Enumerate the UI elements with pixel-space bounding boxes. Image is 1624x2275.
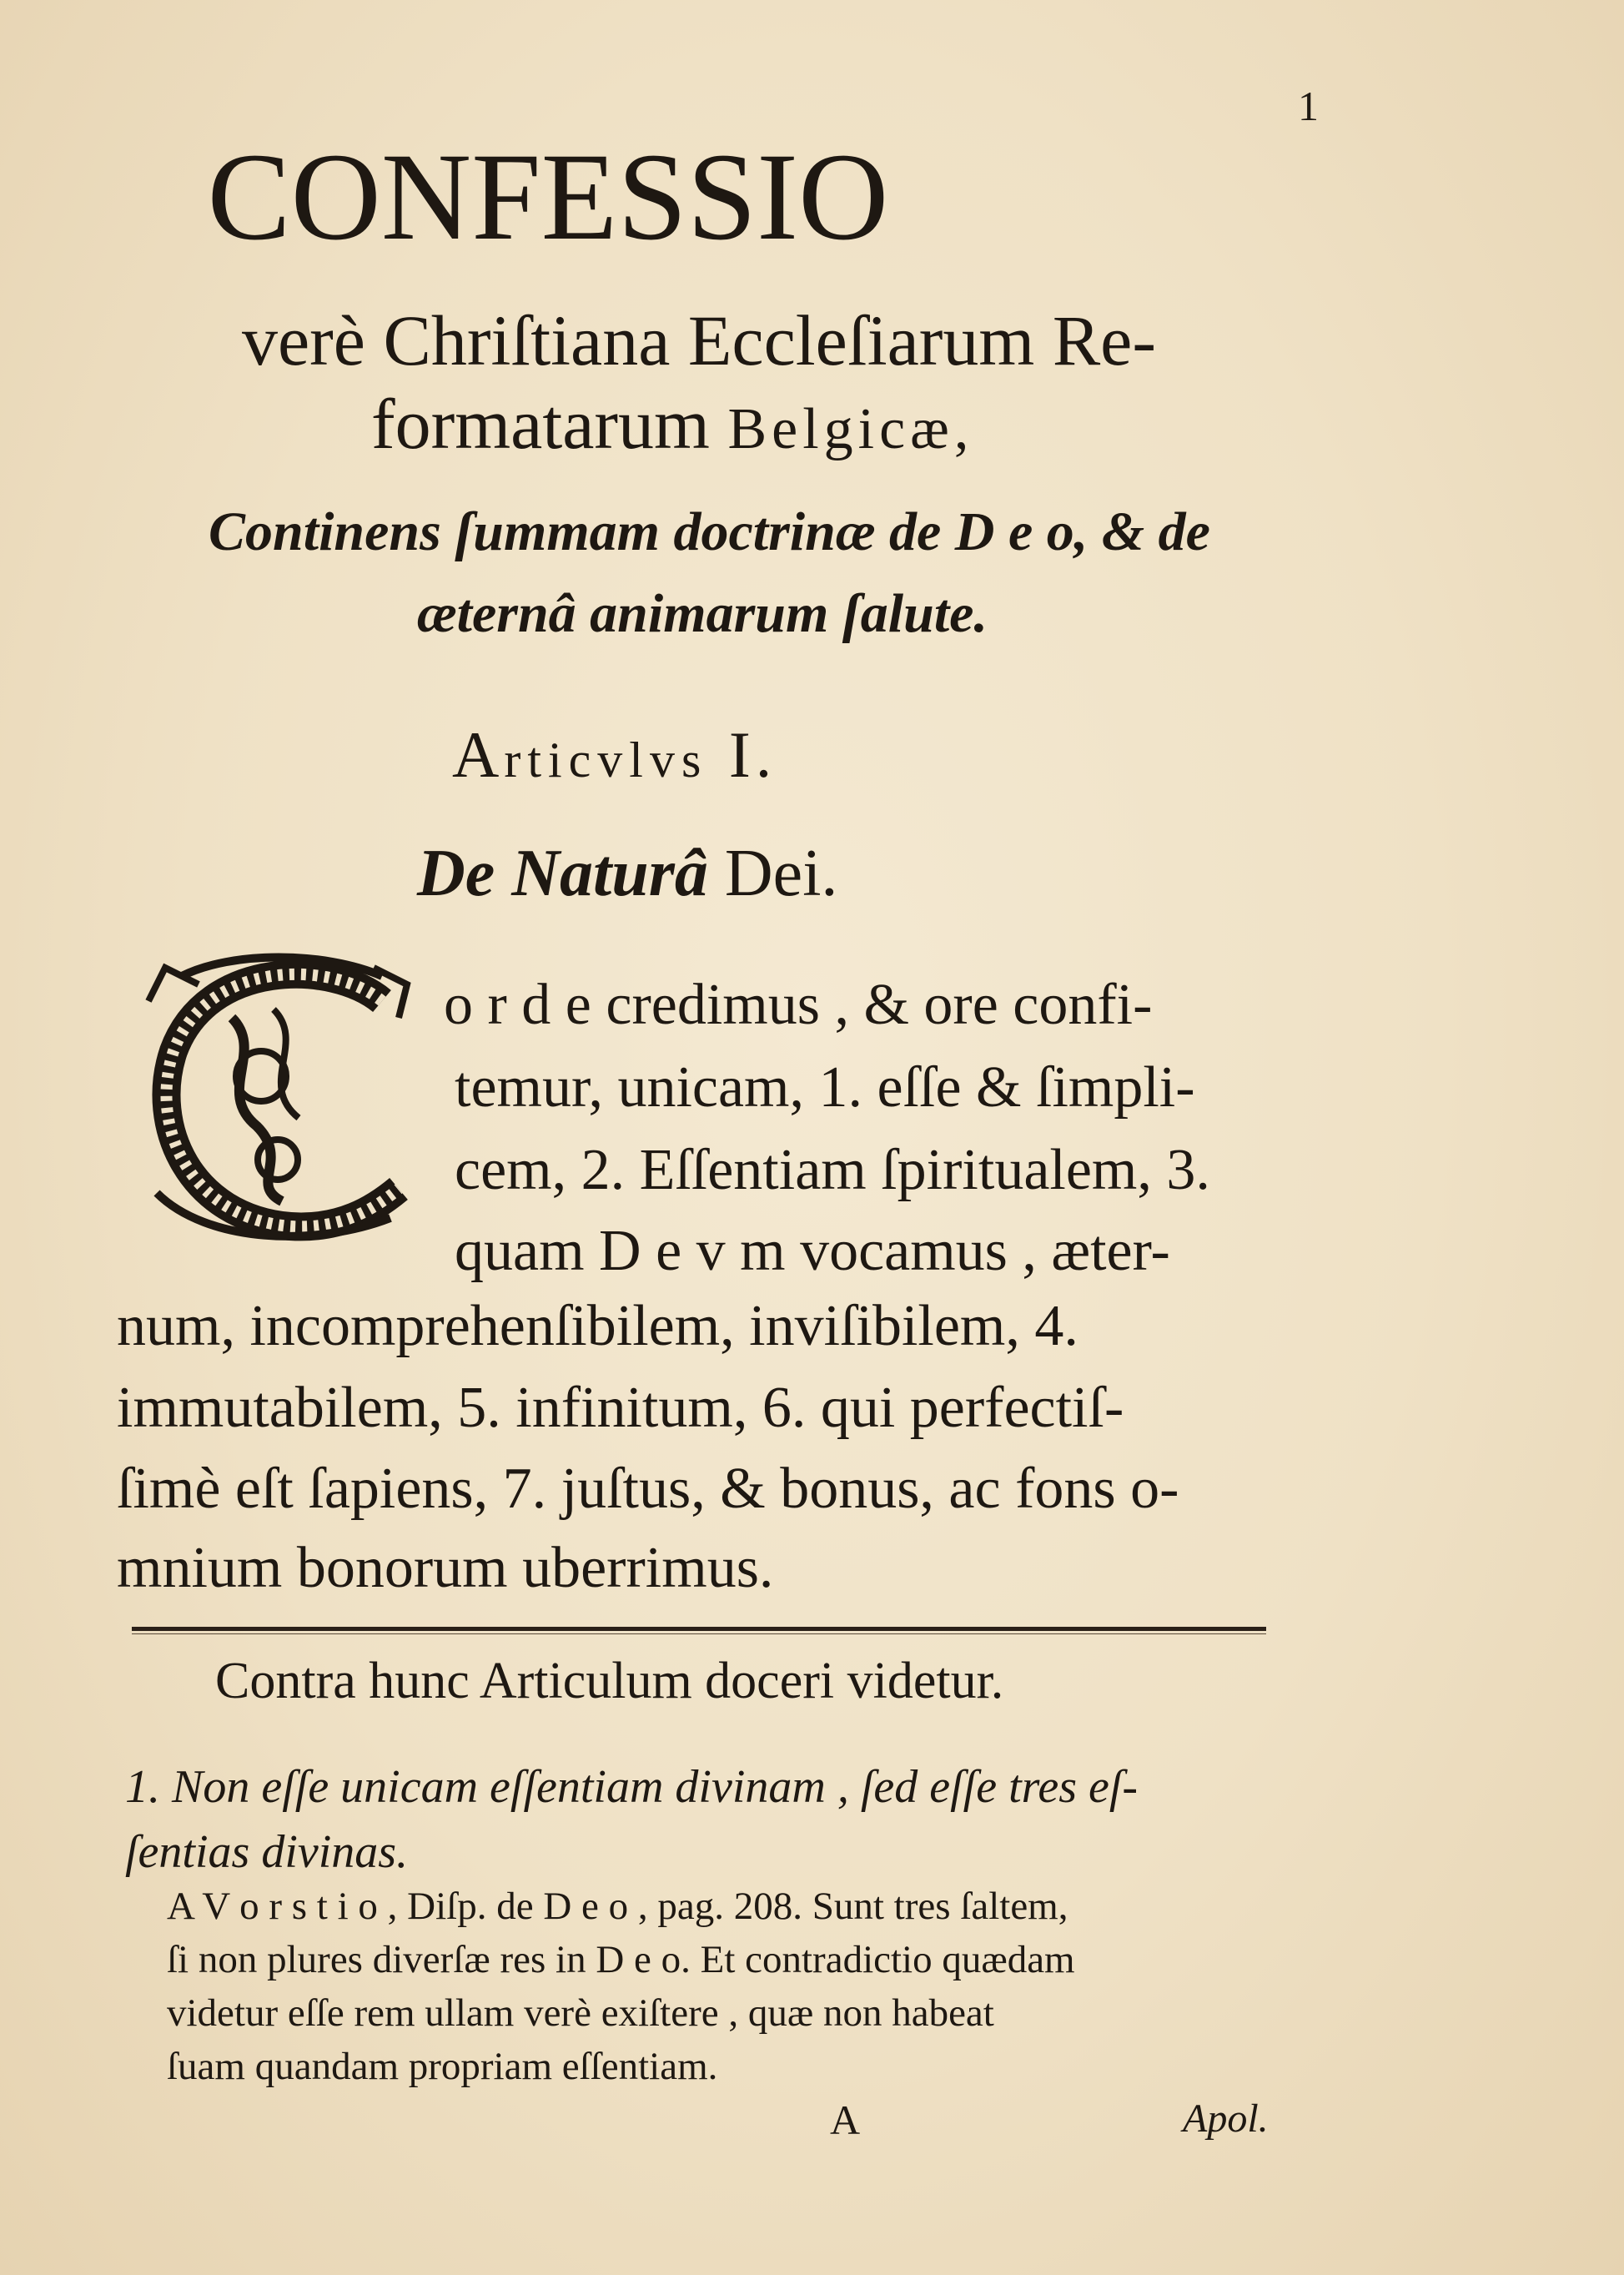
italic-subtitle-line-1: Continens ſummam doctrinæ de D e o, & de <box>209 501 1210 562</box>
italic-subtitle-line-2: æternâ animarum ſalute. <box>417 583 988 644</box>
contra-heading: Contra hunc Articulum doceri videtur. <box>215 1653 1004 1709</box>
footnote-line-3: videtur eſſe rem ullam verè exiſtere , quæ non habeat <box>167 1991 994 2035</box>
article-title-natura: Naturâ <box>511 837 708 910</box>
note-1-line-1: 1. Non eſſe unicam eſſentiam divinam , ſed eſſe tres eſ- <box>125 1761 1139 1813</box>
section-rule <box>132 1627 1266 1631</box>
article-heading-c: I. <box>707 718 777 791</box>
body-line-6: immutabilem, 5. infinitum, 6. qui perfectiſ- <box>117 1376 1124 1440</box>
title <box>0 125 1624 269</box>
article-heading-a: A <box>452 718 505 791</box>
body-line-4: quam D e v m vocamus , æter- <box>455 1219 1170 1283</box>
subtitle-line-1: verè Chriſtiana Eccleſiarum Re- <box>242 300 1156 380</box>
page-number: 1 <box>1298 83 1319 129</box>
catchword: Apol. <box>1183 2096 1269 2141</box>
ornamental-initial-C-icon <box>132 951 425 1251</box>
body-line-1: o r d e credimus , & ore confi- <box>444 973 1153 1037</box>
article-title <box>417 836 837 912</box>
section-rule-thin <box>132 1633 1266 1634</box>
body-line-2: temur, unicam, 1. eſſe & ſimpli- <box>455 1055 1195 1120</box>
subtitle-line-2 <box>371 382 973 466</box>
title-text: CONFESSIO <box>207 128 889 266</box>
article-heading <box>452 717 777 793</box>
article-title-dei: Dei. <box>707 837 838 910</box>
article-title-de: De <box>417 837 512 910</box>
signature-mark: A <box>830 2096 861 2143</box>
footnote-line-4: ſuam quandam propriam eſſentiam. <box>167 2045 718 2088</box>
article-heading-b: rticvlvs <box>504 732 708 788</box>
footnote-line-1: A V o r s t i o , Diſp. de D e o , pag. 208. Sunt tres ſaltem, <box>167 1885 1068 1928</box>
note-1-line-2: ſentias divinas. <box>125 1826 409 1878</box>
body-line-3: cem, 2. Eſſentiam ſpiritualem, 3. <box>455 1138 1210 1202</box>
body-line-5: num, incomprehenſibilem, inviſibilem, 4. <box>117 1294 1078 1358</box>
body-line-8: mnium bonorum uberrimus. <box>117 1536 774 1600</box>
subtitle-line-2-b: Belgicæ, <box>727 397 974 461</box>
footnote-line-2: ſi non plures diverſæ res in D e o. Et contradictio quædam <box>167 1938 1075 1981</box>
body-line-7: ſimè eſt ſapiens, 7. juſtus, & bonus, ac fons o- <box>117 1457 1179 1521</box>
subtitle-line-2-a: formatarum <box>371 384 728 464</box>
